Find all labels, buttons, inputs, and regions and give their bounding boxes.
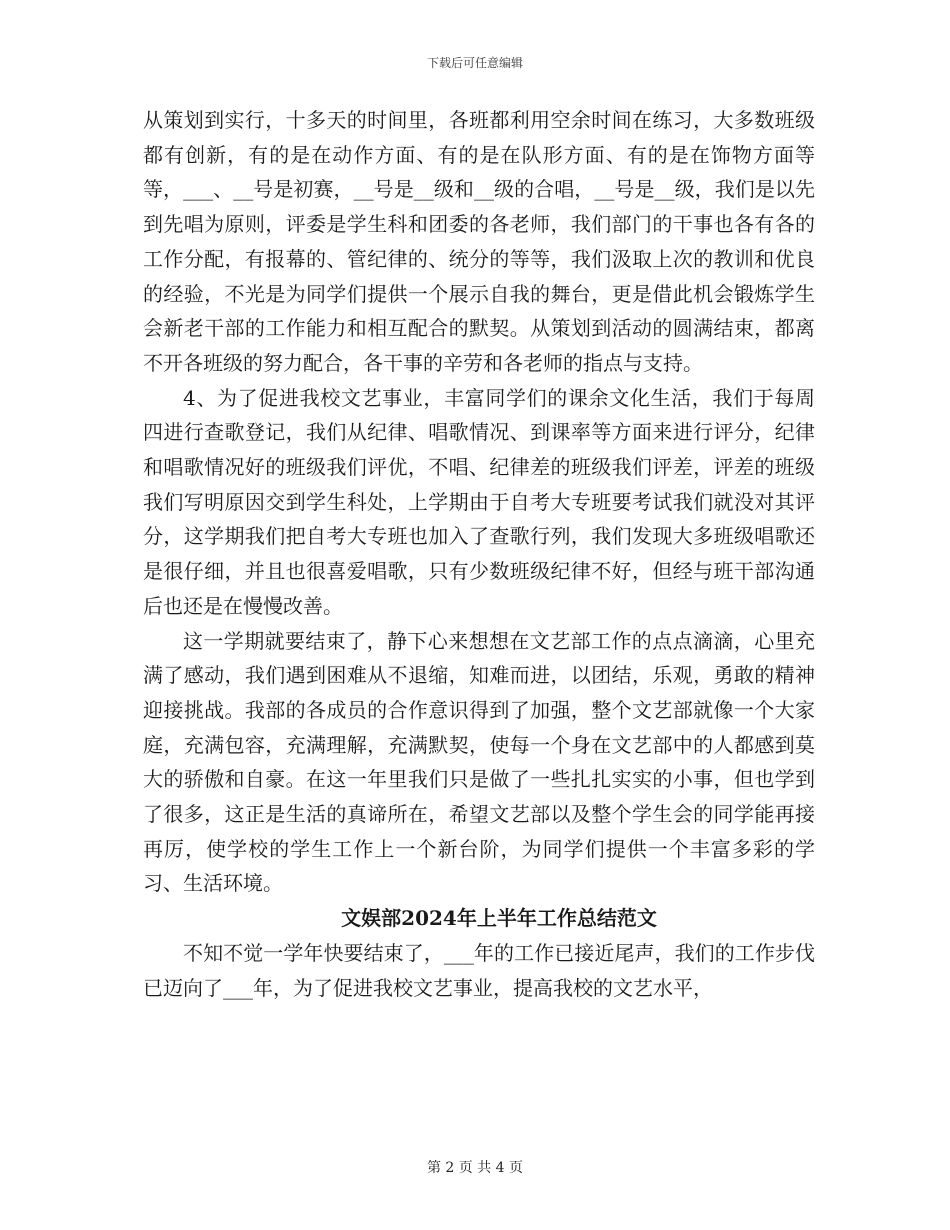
paragraph-summary-intro: 不知不觉一学年快要结束了，___年的工作已接近尾声，我们的工作步伐已迈向了___年，为了促进我校文艺事业，提高我校的文艺水平， (143, 940, 815, 1000)
page-header: 下载后可任意编辑 (426, 56, 523, 70)
paragraph-semester-reflection: 这一学期就要结束了，静下心来想想在文艺部工作的点点滴滴，心里充满了感动，我们遇到困难从不退缩，知难而进，以团结，乐观，勇敢的精神迎接挑战。我部的各成员的合作意识得到了加强，整个文艺部就像一个大家庭，充满包容，充满理解，充满默契，使每一个身在文艺部中的人都感到莫大的骄傲和自豪。在这一年里我们只是做了一些扎扎实实的小事，但也学到了很多，这正是生活的真谛所在，希望文艺部以及整个学生会的同学能再接再厉，使学校的学生工作上一个新台阶，为同学们提供一个丰富多彩的学习、生活环境。 (143, 628, 815, 896)
paragraph-planning: 从策划到实行，十多天的时间里，各班都利用空余时间在练习，大多数班级都有创新，有的是在动作方面、有的是在队形方面、有的是在饰物方面等等，___、__号是初赛，__号是__级和__级的合唱，__号是__级，我们是以先到先唱为原则，评委是学生科和团委的各老师，我们部门的干事也各有各的工作分配，有报幕的、管纪律的、统分的等等，我们汲取上次的教训和优良的经验，不光是为同学们提供一个展示自我的舞台，更是借此机会锻炼学生会新老干部的工作能力和相互配合的默契。从策划到活动的圆满结束，都离不开各班级的努力配合，各干事的辛劳和各老师的指点与支持。 (143, 108, 815, 375)
page-number: 第 2 页 共 4 页 (426, 1160, 524, 1176)
paragraph-song-check: 4、为了促进我校文艺事业，丰富同学们的课余文化生活，我们于每周四进行查歌登记，我们从纪律、唱歌情况、到课率等方面来进行评分，纪律和唱歌情况好的班级我们评优，不唱、纪律差的班级我们评差，评差的班级我们写明原因交到学生科处，上学期由于自考大专班要考试我们就没对其评分，这学期我们把自考大专班也加入了查歌行列，我们发现大多班级唱歌还是很仔细，并且也很喜爱唱歌，只有少数班级纪律不好，但经与班干部沟通后也还是在慢慢改善。 (143, 385, 815, 618)
section-title: 文娱部2024年上半年工作总结范文 (341, 906, 657, 931)
document-body (143, 103, 815, 1005)
